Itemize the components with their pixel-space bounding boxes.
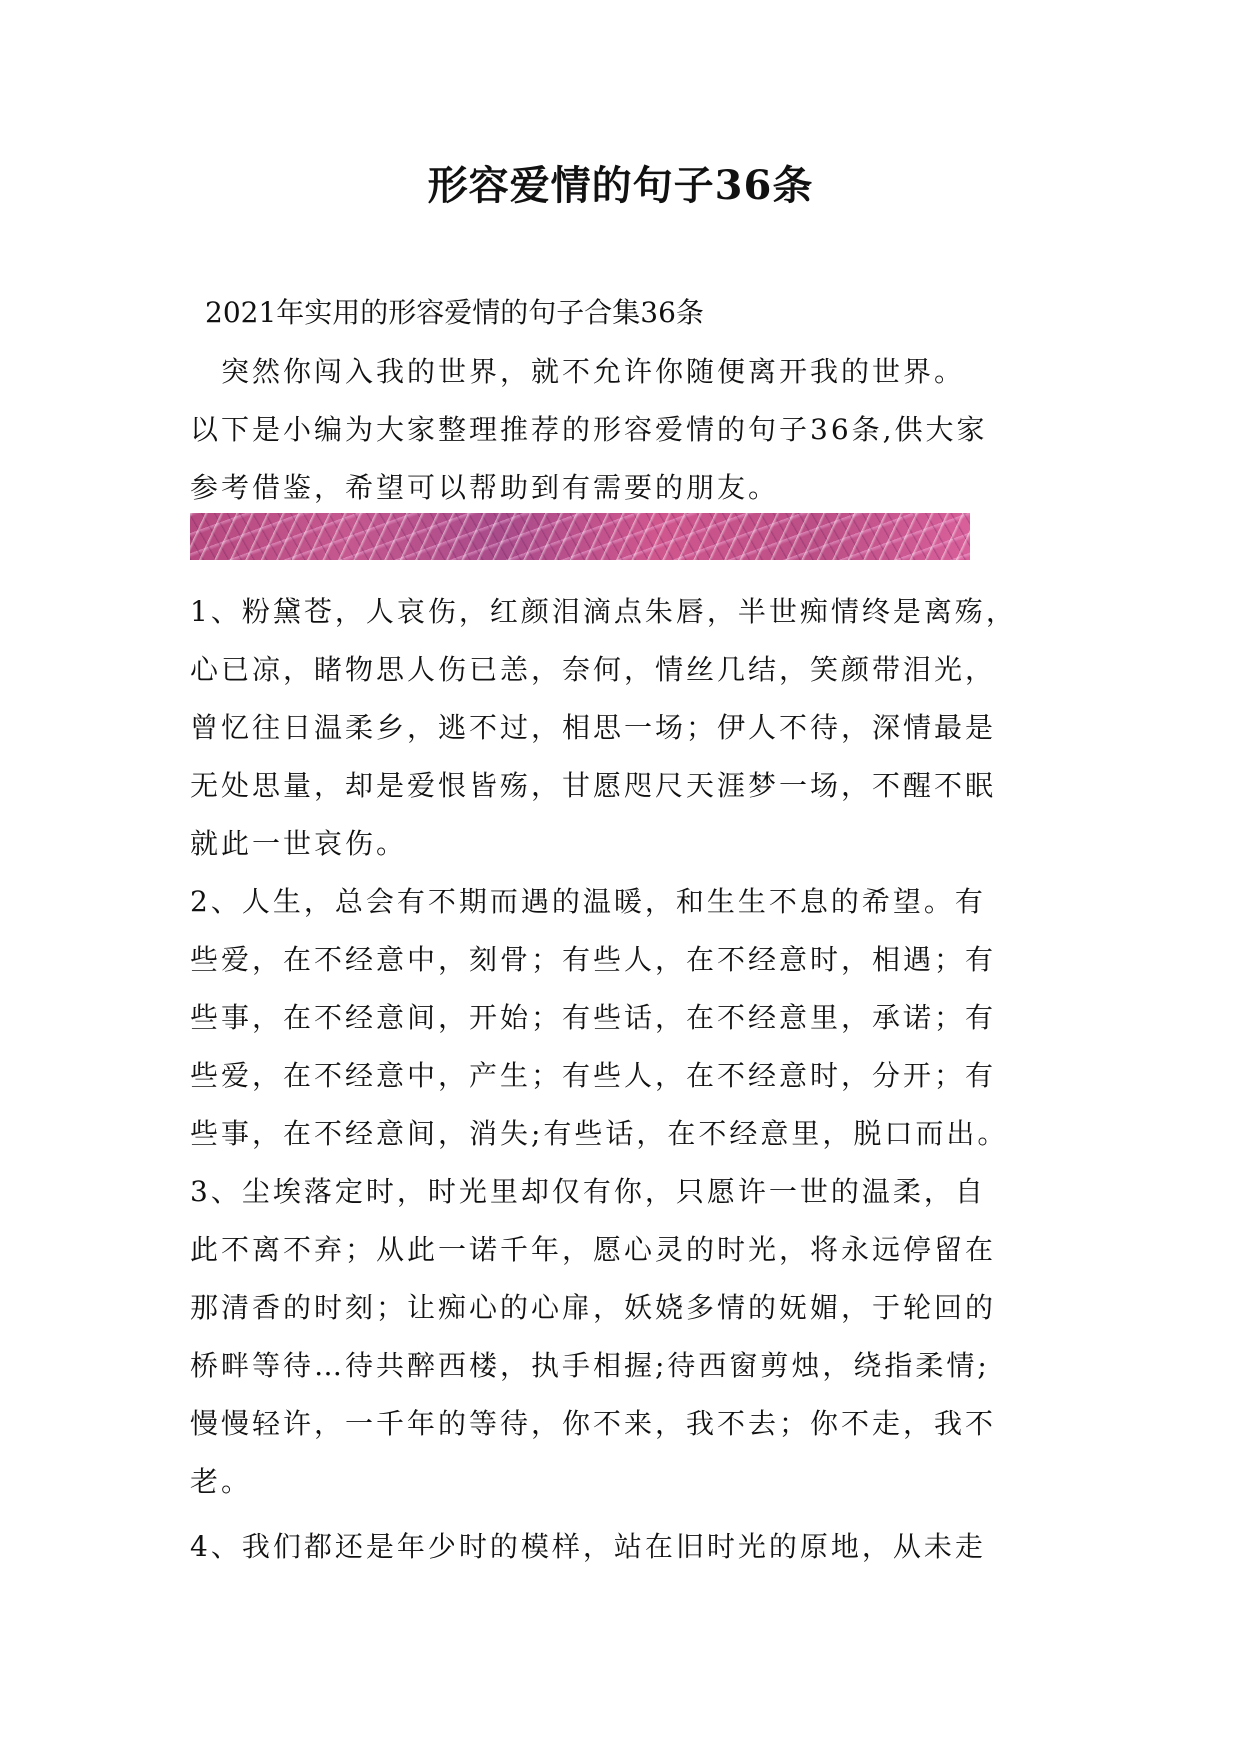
body-line: 就此一世哀伤。 xyxy=(190,827,408,860)
body-line: 无处思量，却是爱恨皆殇，甘愿咫尺天涯梦一场，不醒不眠 xyxy=(190,769,997,802)
body-line: 些事，在不经意间，开始；有些话，在不经意里，承诺；有 xyxy=(190,1001,997,1034)
body-line: 2、人生，总会有不期而遇的温暖，和生生不息的希望。有 xyxy=(190,885,986,918)
body-line: 些事，在不经意间，消失;有些话，在不经意里，脱口而出。 xyxy=(190,1117,1009,1150)
intro-line: 以下是小编为大家整理推荐的形容爱情的句子36条,供大家 xyxy=(190,413,988,446)
body-line: 桥畔等待…待共醉西楼，执手相握;待西窗剪烛，绕指柔情; xyxy=(190,1349,990,1382)
body-line: 3、尘埃落定时，时光里却仅有你，只愿许一世的温柔，自 xyxy=(190,1175,986,1208)
intro-line: 参考借鉴，希望可以帮助到有需要的朋友。 xyxy=(190,471,780,504)
body-line: 老。 xyxy=(190,1465,253,1498)
body-line: 那清香的时刻；让痴心的心扉，妖娆多情的妩媚，于轮回的 xyxy=(190,1291,997,1324)
document-title: 形容爱情的句子36条 xyxy=(427,162,814,209)
body-line: 4、我们都还是年少时的模样，站在旧时光的原地，从未走 xyxy=(190,1530,986,1563)
body-line: 曾忆往日温柔乡，逃不过，相思一场；伊人不待，深情最是 xyxy=(190,711,997,744)
body-line: 些爱，在不经意中，刻骨；有些人，在不经意时，相遇；有 xyxy=(190,943,997,976)
document-subtitle: 2021年实用的形容爱情的句子合集36条 xyxy=(205,296,704,329)
body-line: 慢慢轻许，一千年的等待，你不来，我不去；你不走，我不 xyxy=(190,1407,997,1440)
decorative-banner-image xyxy=(190,513,970,560)
body-line: 1、粉黛苍，人哀伤，红颜泪滴点朱唇，半世痴情终是离殇， xyxy=(190,595,1017,628)
body-line: 些爱，在不经意中，产生；有些人，在不经意时，分开；有 xyxy=(190,1059,997,1092)
body-line: 心已凉，睹物思人伤已恙，奈何，情丝几结，笑颜带泪光， xyxy=(190,653,997,686)
intro-line: 突然你闯入我的世界，就不允许你随便离开我的世界。 xyxy=(190,355,966,388)
body-line: 此不离不弃；从此一诺千年，愿心灵的时光，将永远停留在 xyxy=(190,1233,997,1266)
